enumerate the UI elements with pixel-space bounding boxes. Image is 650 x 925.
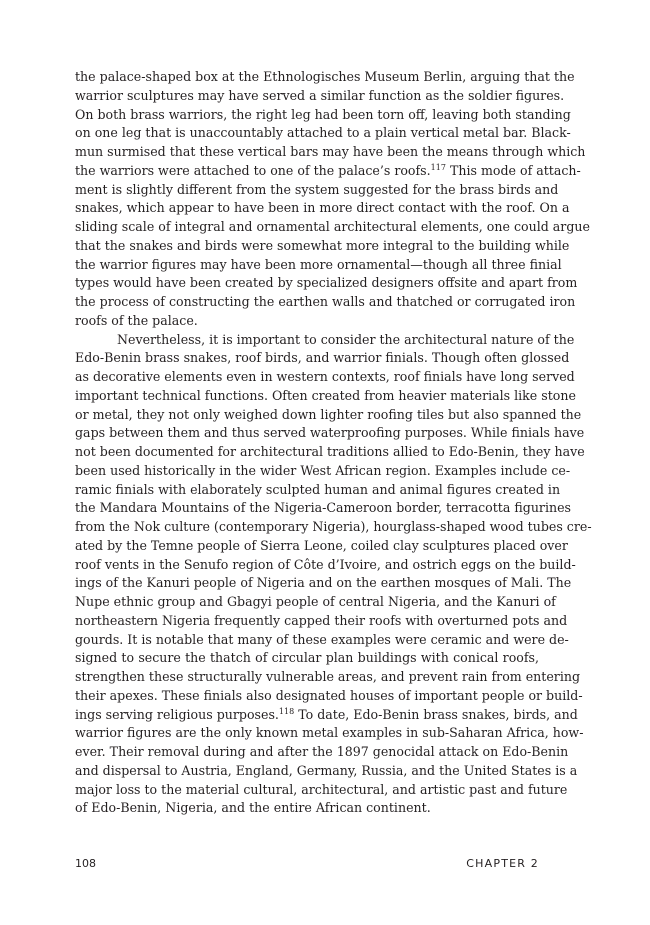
text-line: snakes, which appear to have been in more direct contact with the roof. On a (75, 200, 570, 216)
footnote-marker[interactable]: 117 (430, 162, 446, 172)
text-line: that the snakes and birds were somewhat more integral to the building while (75, 237, 570, 253)
text-line: On both brass warriors, the right leg had been torn off, leaving both standing (75, 106, 571, 122)
text-line: signed to secure the thatch of circular plan buildings with conical roofs, (75, 650, 539, 666)
text-line: strengthen these structurally vulnerable areas, and prevent rain from entering (75, 669, 581, 684)
page-number: 108 (75, 857, 96, 870)
paragraph-last-line: of Edo-Benin, Nigeria, and the entire African continent. (75, 800, 431, 816)
paragraph-last-line: roofs of the palace. (75, 312, 198, 328)
body-text (75, 68, 592, 818)
text-line: major loss to the material cultural, architectural, and artistic past and future (75, 781, 568, 797)
line-text: the warriors were attached to one of the palace’s roofs. (75, 162, 431, 178)
line-text: ings serving religious purposes. (75, 706, 279, 722)
page-footer (75, 857, 539, 873)
text-line: on one leg that is unaccountably attached to a plain vertical metal bar. Black- (75, 125, 571, 141)
text-line: ever. Their removal during and after the 1897 genocidal attack on Edo-Benin (75, 744, 569, 759)
text-line: the process of constructing the earthen walls and thatched or corrugated iron (75, 294, 576, 309)
text-line: ings of the Kanuri people of Nigeria and on the earthen mosques of Mali. The (75, 575, 572, 591)
text-line: sliding scale of integral and ornamental architectural elements, one could argue (75, 219, 590, 234)
text-line: from the Nok culture (contemporary Nigeria), hourglass-shaped wood tubes cre- (75, 519, 592, 534)
text-line: gourds. It is notable that many of these examples were ceramic and were de- (75, 631, 569, 647)
text-line: northeastern Nigeria frequently capped their roofs with overturned pots and (75, 612, 568, 628)
text-line: or metal, they not only weighed down lighter roofing tiles but also spanned the (75, 406, 582, 422)
text-line: mun surmised that these vertical bars may have been the means through which (75, 144, 586, 159)
running-head: CHAPTER 2 (466, 857, 539, 870)
text-line: the warrior figures may have been more ornamental—though all three finial (75, 256, 562, 272)
text-line: ramic finials with elaborately sculpted human and animal figures created in (75, 481, 561, 497)
paragraph-first-line: Nevertheless, it is important to consider the architectural nature of the (117, 331, 575, 347)
text-line: and dispersal to Austria, England, Germany, Russia, and the United States is a (75, 762, 578, 778)
text-line: important technical functions. Often created from heavier materials like stone (75, 387, 576, 403)
text-line (75, 162, 581, 181)
text-line: gaps between them and thus served waterproofing purposes. While finials have (75, 425, 585, 441)
text-line: roof vents in the Senufo region of Côte d’Ivoire, and ostrich eggs on the build- (75, 556, 576, 572)
text-line: the palace-shaped box at the Ethnologisches Museum Berlin, arguing that the (75, 69, 575, 84)
text-line: been used historically in the wider West African region. Examples include ce- (75, 462, 571, 478)
text-line: ment is slightly different from the system suggested for the brass birds and (75, 181, 559, 197)
text-line: not been documented for architectural traditions allied to Edo-Benin, they have (75, 444, 585, 459)
text-line: their apexes. These finials also designated houses of important people or build- (75, 687, 583, 703)
line-text-continued: To date, Edo-Benin brass snakes, birds, and (294, 706, 578, 722)
text-line: as decorative elements even in western contexts, roof finials have long served (75, 369, 575, 384)
line-text-continued: This mode of attach- (445, 162, 581, 178)
text-line: Nupe ethnic group and Gbagyi people of central Nigeria, and the Kanuri of (75, 594, 556, 609)
footnote-marker[interactable]: 118 (278, 706, 295, 716)
text-line: Edo-Benin brass snakes, roof birds, and warrior finials. Though often glossed (75, 350, 570, 366)
text-line: ated by the Temne people of Sierra Leone, coiled clay sculptures placed over (75, 537, 568, 553)
text-line (75, 706, 578, 725)
text-line: the Mandara Mountains of the Nigeria-Cameroon border, terracotta figurines (75, 500, 572, 516)
text-line: warrior figures are the only known metal examples in sub-Saharan Africa, how- (75, 725, 584, 741)
text-line: types would have been created by specialized designers offsite and apart from (75, 275, 578, 291)
text-line: warrior sculptures may have served a similar function as the soldier figures. (75, 87, 565, 103)
